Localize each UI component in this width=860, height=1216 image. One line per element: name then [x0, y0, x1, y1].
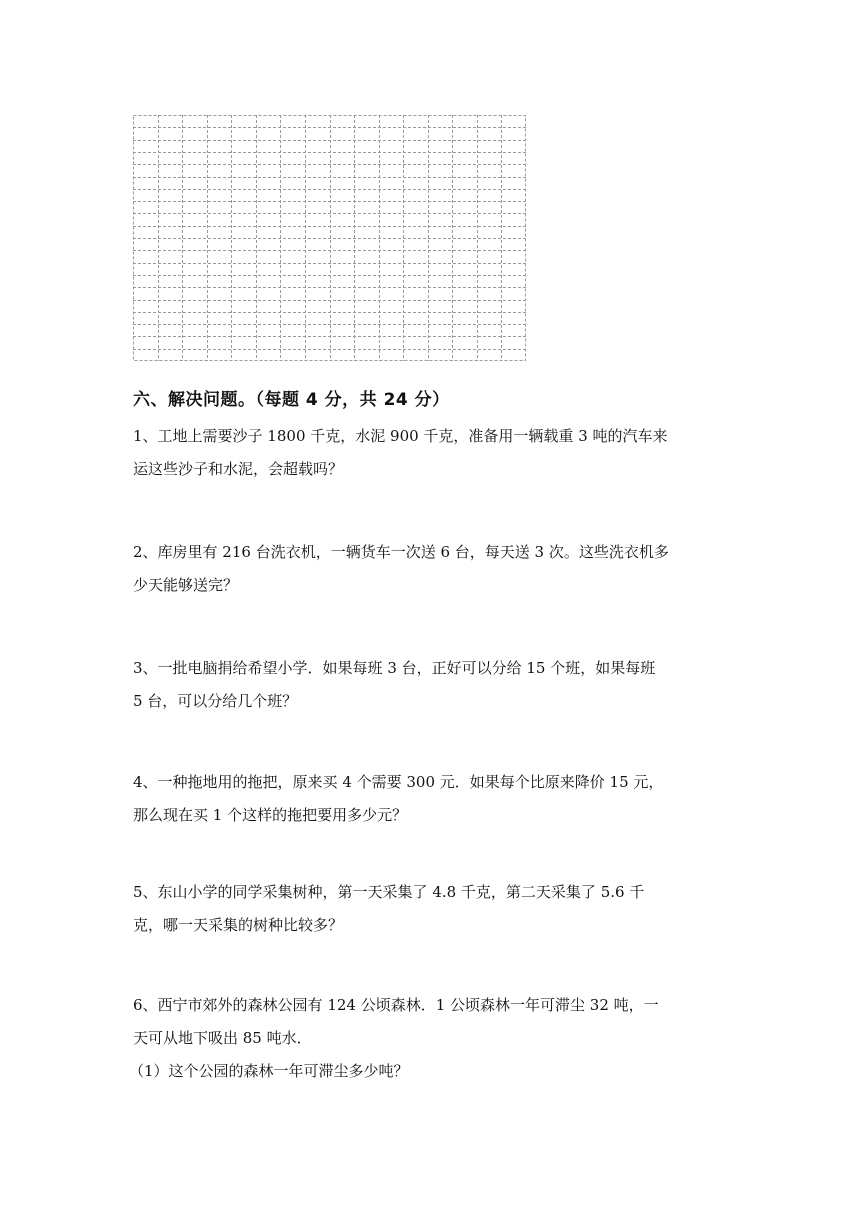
question-3-line-2: 5 台，可以分给几个班？	[133, 692, 298, 710]
question-3-line-1: 3、一批电脑捐给希望小学．如果每班 3 台，正好可以分给 15 个班，如果每班	[133, 659, 656, 677]
question-6-line-1: 6、西宁市郊外的森林公园有 124 公顷森林．1 公顷森林一年可滞尘 32 吨，一	[133, 996, 659, 1014]
question-1	[133, 420, 733, 486]
section-heading: 六、解决问题。（每题 4 分，共 24 分）	[133, 390, 450, 410]
question-6	[129, 989, 733, 1088]
question-1-line-2: 运这些沙子和水泥，会超载吗？	[133, 460, 344, 478]
question-4	[133, 766, 733, 832]
question-5-line-2: 克，哪一天采集的树种比较多？	[133, 916, 344, 934]
question-3	[133, 652, 733, 718]
question-2	[133, 536, 733, 602]
question-1-line-1: 1、工地上需要沙子 1800 千克，水泥 900 千克，准备用一辆载重 3 吨的汽车来	[133, 427, 668, 445]
answer-grid	[133, 115, 526, 361]
question-5-line-1: 5、东山小学的同学采集树种，第一天采集了 4.8 千克，第二天采集了 5.6 千	[133, 883, 645, 901]
question-5	[133, 876, 733, 942]
question-2-line-1: 2、库房里有 216 台洗衣机，一辆货车一次送 6 台，每天送 3 次。这些洗衣机多	[133, 543, 669, 561]
answer-grid-lines	[133, 115, 526, 361]
question-4-line-1: 4、一种拖地用的拖把，原来买 4 个需要 300 元．如果每个比原来降价 15 元，	[133, 773, 664, 791]
question-4-line-2: 那么现在买 1 个这样的拖把要用多少元？	[133, 806, 408, 824]
question-2-line-2: 少天能够送完？	[133, 576, 239, 594]
question-6-sub-1: （1）这个公园的森林一年可滞尘多少吨？	[129, 1062, 409, 1080]
question-6-line-2: 天可从地下吸出 85 吨水．	[133, 1029, 312, 1047]
